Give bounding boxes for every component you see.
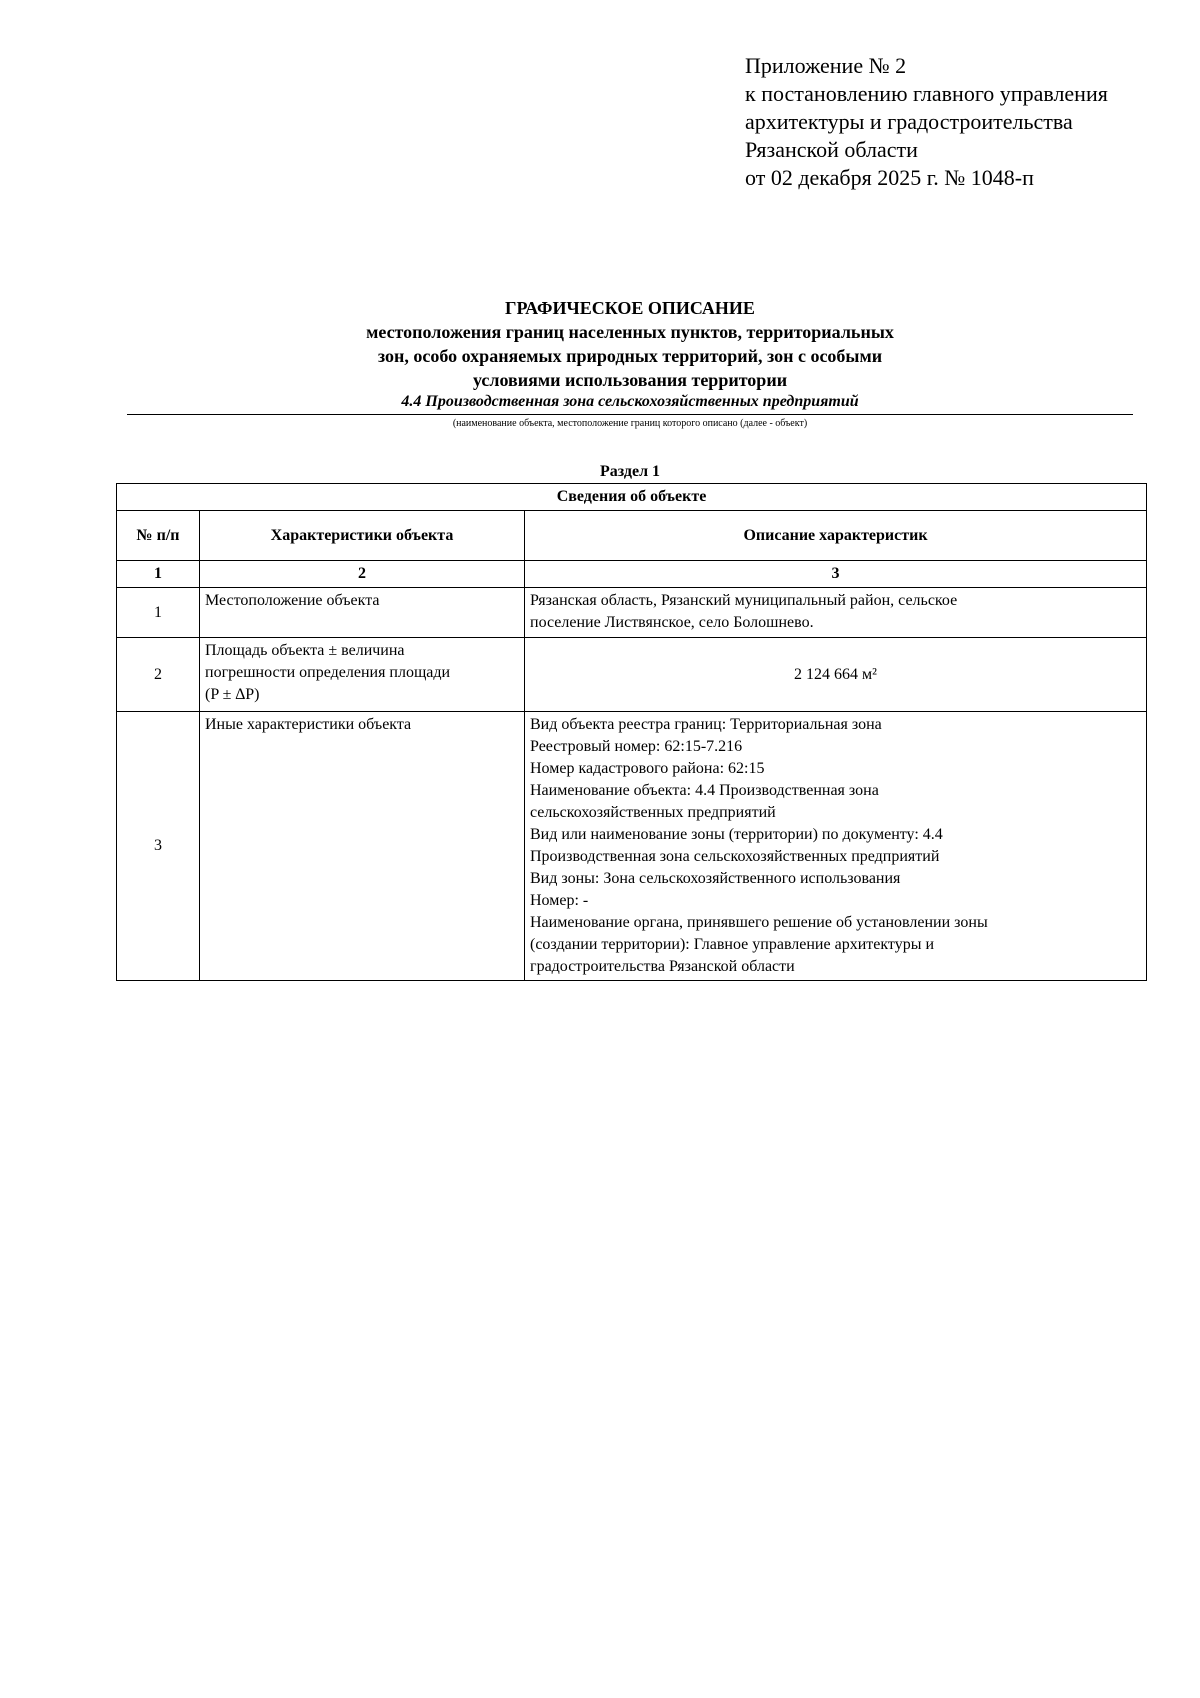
- appendix-line: к постановлению главного управления: [745, 81, 1108, 106]
- column-number: 3: [525, 561, 1147, 588]
- table-row: [117, 588, 1147, 638]
- appendix-line: Рязанской области: [745, 137, 918, 162]
- row-num: 3: [117, 712, 200, 981]
- table-row: [117, 712, 1147, 981]
- row-characteristic: Местоположение объекта: [200, 588, 525, 638]
- section-title: Раздел 1: [599, 463, 661, 480]
- document-title: ГРАФИЧЕСКОЕ ОПИСАНИЕ: [505, 298, 755, 318]
- row-description: [525, 588, 1147, 638]
- description-line: Наименование объекта: 4.4 Производственная зона: [530, 782, 879, 799]
- table-header-row: [117, 511, 1147, 561]
- row-description: 2 124 664 м²: [525, 638, 1147, 712]
- description-line: Вид или наименование зоны (территории) по документу: 4.4: [530, 826, 943, 843]
- appendix-line: Приложение № 2: [745, 53, 907, 78]
- description-line: Рязанская область, Рязанский муниципальный район, сельское: [530, 592, 958, 609]
- description-line: Вид объекта реестра границ: Территориальная зона: [530, 716, 882, 733]
- document-subtitle-line: условиями использования территории: [472, 370, 788, 390]
- table-row: [117, 638, 1147, 712]
- column-number-row: [117, 561, 1147, 588]
- row-num: 1: [117, 588, 200, 638]
- description-line: Номер: -: [530, 892, 589, 909]
- characteristic-line: Площадь объекта ± величина: [205, 642, 405, 659]
- appendix-header: [745, 52, 1108, 192]
- appendix-line: архитектуры и градостроительства: [745, 109, 1073, 134]
- description-line: Вид зоны: Зона сельскохозяйственного использования: [530, 870, 901, 887]
- characteristic-line: (P ± ∆P): [205, 686, 260, 703]
- appendix-line: от 02 декабря 2025 г. № 1048-п: [745, 165, 1034, 190]
- row-description: [525, 712, 1147, 981]
- description-line: сельскохозяйственных предприятий: [530, 804, 776, 821]
- description-line: поселение Листвянское, село Болошнево.: [530, 614, 814, 631]
- description-line: Наименование органа, принявшего решение об установлении зоны: [530, 914, 988, 931]
- header-num: № п/п: [117, 511, 200, 561]
- characteristic-line: погрешности определения площади: [205, 664, 451, 681]
- description-line: (создании территории): Главное управление архитектуры и: [530, 936, 935, 953]
- document-subtitle-line: местоположения границ населенных пунктов, территориальных: [366, 322, 894, 342]
- object-name-note: (наименование объекта, местоположение границ которого описано (далее - объект): [452, 418, 808, 429]
- object-name: 4.4 Производственная зона сельскохозяйственных предприятий: [127, 392, 1133, 415]
- row-num: 2: [117, 638, 200, 712]
- table-title: Сведения об объекте: [117, 484, 1147, 511]
- document-subtitle-line: зон, особо охраняемых природных территорий, зон с особыми: [377, 346, 883, 366]
- header-characteristic: Характеристики объекта: [200, 511, 525, 561]
- header-description: Описание характеристик: [525, 511, 1147, 561]
- column-number: 1: [117, 561, 200, 588]
- object-info-table: [116, 483, 1147, 981]
- table-title-row: [117, 484, 1147, 511]
- document-title-block: [120, 296, 1140, 431]
- column-number: 2: [200, 561, 525, 588]
- description-line: Номер кадастрового района: 62:15: [530, 760, 765, 777]
- description-line: градостроительства Рязанской области: [530, 958, 795, 975]
- row-characteristic: [200, 638, 525, 712]
- description-line: Производственная зона сельскохозяйственных предприятий: [530, 848, 940, 865]
- description-line: Реестровый номер: 62:15-7.216: [530, 738, 743, 755]
- row-characteristic: Иные характеристики объекта: [200, 712, 525, 981]
